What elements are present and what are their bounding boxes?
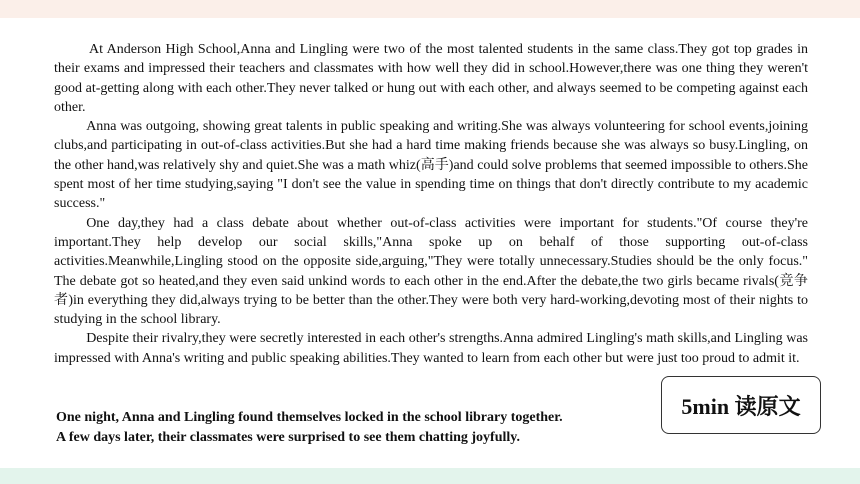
continuation-prompts	[56, 408, 666, 448]
timer-label: 5min 读原文	[681, 393, 801, 419]
top-decorative-bar	[0, 0, 860, 18]
passage-paragraph-1: At Anderson High School,Anna and Lingling were two of the most talented students in the same class.They got top grades in their exams and impressed their teachers and classmates with how well they did in school.However,there was one thing they weren't good at-getting along with each other.They never talked or hung out with each other, and always seemed to be competing against each other.	[54, 42, 808, 115]
prompt-line-1: One night, Anna and Lingling found themselves locked in the school library together.	[56, 410, 563, 425]
passage-paragraph-3: One day,they had a class debate about whether out-of-class activities were important for students."Of course they're important.They help develop our social skills,"Anna spoke up on behalf of those supporting out-of-class activities.Meanwhile,Lingling stood on the opposite side,arguing,"They were totally unnecessary.Studies should be the only focus." The debate got so heated,and they even said unkind words to each other in the end.After the debate,the two girls became rivals(竞争者)in everything they did,always trying to be better than the other.They were both very hard-working,devoting most of their nights to studying in the school library.	[54, 215, 808, 328]
passage-paragraph-2: Anna was outgoing, showing great talents in public speaking and writing.She was always volunteering for school events,joining clubs,and participating in out-of-class activities.But she had a hard time making friends because she was always so busy.Lingling, on the other hand,was relatively shy and quiet.She was a math whiz(高手)and could solve problems that seemed impossible to others.She spent most of her time studying,saying "I don't see the value in spending time on things that don't directly contribute to my academic success."	[54, 119, 808, 212]
prompt-line-2: A few days later, their classmates were surprised to see them chatting joyfully.	[56, 430, 521, 445]
timer-badge	[661, 376, 821, 434]
bottom-decorative-bar	[0, 468, 860, 484]
reading-passage	[54, 40, 808, 368]
passage-paragraph-4: Despite their rivalry,they were secretly interested in each other's strengths.Anna admired Lingling's math skills,and Lingling was impressed with Anna's writing and public speaking abilities.They wanted to learn from each other but were just too proud to admit it.	[54, 331, 808, 366]
